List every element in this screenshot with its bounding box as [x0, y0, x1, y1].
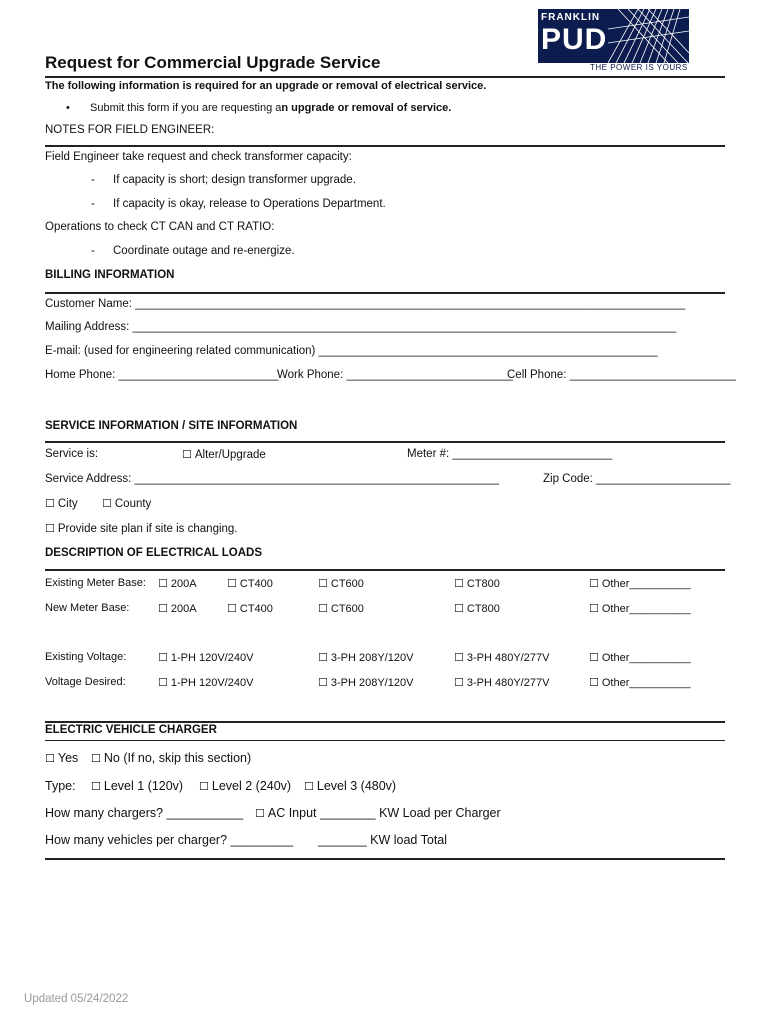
logo-pud-text: PUD	[541, 23, 608, 56]
option-label: 3-PH 480Y/277V	[466, 677, 550, 689]
checkbox[interactable]: ☐	[158, 676, 168, 689]
checkbox[interactable]: ☐	[454, 602, 464, 615]
checkbox[interactable]: ☐	[45, 752, 55, 765]
county-checkbox[interactable]: ☐	[102, 497, 112, 510]
option-label: CT400	[239, 603, 273, 615]
site-plan-checkbox[interactable]: ☐	[45, 522, 55, 535]
existing-voltage-label: Existing Voltage:	[45, 651, 127, 663]
kw-load-total-field[interactable]: _______ KW load Total	[318, 833, 448, 847]
site-plan-label: Provide site plan if site is changing.	[57, 523, 238, 535]
service-is-label: Service is:	[45, 448, 99, 460]
checkbox[interactable]: ☐	[318, 651, 328, 664]
meter-number-field[interactable]: Meter #: _________________________	[407, 448, 613, 460]
ev-level3-option[interactable]	[304, 779, 396, 793]
option-label: Other__________	[601, 578, 691, 590]
option-label: Other__________	[601, 603, 691, 615]
ev-top-divider	[45, 721, 725, 723]
new-ct800-option[interactable]	[454, 602, 500, 615]
intro-bullet: •	[66, 102, 70, 114]
checkbox[interactable]: ☐	[227, 577, 237, 590]
ev-yes-option[interactable]	[45, 751, 78, 765]
option-label: No (If no, skip this section)	[103, 751, 252, 765]
existing-meter-base-label: Existing Meter Base:	[45, 577, 146, 589]
notes-item-2: If capacity is okay, release to Operations Department.	[113, 198, 386, 210]
option-label: 1-PH 120V/240V	[170, 677, 254, 689]
home-phone-field[interactable]: Home Phone: _________________________	[45, 369, 279, 381]
checkbox[interactable]: ☐	[304, 780, 314, 793]
desired-voltage-other-option[interactable]	[589, 676, 691, 689]
option-label: Level 2 (240v)	[211, 779, 292, 793]
loads-divider	[45, 569, 725, 571]
alter-upgrade-option[interactable]	[182, 448, 266, 461]
work-phone-field[interactable]: Work Phone: __________________________	[277, 369, 513, 381]
checkbox[interactable]: ☐	[91, 752, 101, 765]
checkbox[interactable]: ☐	[454, 577, 464, 590]
vehicles-per-charger-field[interactable]: How many vehicles per charger? _________	[45, 833, 294, 847]
service-heading: SERVICE INFORMATION / SITE INFORMATION	[45, 420, 298, 432]
option-label: 3-PH 208Y/120V	[330, 677, 414, 689]
bullet-text-normal: Submit this form if you are requesting a	[90, 102, 282, 114]
option-label: Other__________	[601, 677, 691, 689]
new-ct400-option[interactable]	[227, 602, 273, 615]
checkbox[interactable]: ☐	[318, 676, 328, 689]
county-label: County	[114, 498, 152, 510]
service-address-field[interactable]: Service Address: _________________________________________________________	[45, 473, 500, 485]
notes-field-engineer: Field Engineer take request and check transformer capacity:	[45, 151, 352, 163]
checkbox[interactable]: ☐	[158, 602, 168, 615]
city-checkbox[interactable]: ☐	[45, 497, 55, 510]
billing-heading: BILLING INFORMATION	[45, 269, 175, 281]
existing-1ph-option[interactable]	[158, 651, 253, 664]
option-label: CT800	[466, 603, 500, 615]
checkbox[interactable]: ☐	[589, 577, 599, 590]
checkbox[interactable]: ☐	[199, 780, 209, 793]
existing-voltage-other-option[interactable]	[589, 651, 691, 664]
option-label: Yes	[57, 751, 79, 765]
cell-phone-field[interactable]: Cell Phone: __________________________	[507, 369, 736, 381]
new-200a-option[interactable]	[158, 602, 197, 615]
checkbox[interactable]: ☐	[318, 602, 328, 615]
page-title: Request for Commercial Upgrade Service	[45, 53, 381, 72]
notes-divider	[45, 145, 725, 147]
updated-date: Updated 05/24/2022	[24, 993, 129, 1005]
checkbox[interactable]: ☐	[158, 577, 168, 590]
notes-operations: Operations to check CT CAN and CT RATIO:	[45, 221, 275, 233]
option-label: CT400	[239, 578, 273, 590]
checkbox[interactable]: ☐	[91, 780, 101, 793]
site-plan-option[interactable]	[45, 522, 238, 535]
existing-ct800-option[interactable]	[454, 577, 500, 590]
ac-input-label: AC Input ________ KW Load per Charger	[267, 806, 501, 820]
checkbox[interactable]: ☐	[318, 577, 328, 590]
ev-bottom-divider	[45, 858, 725, 860]
existing-other-option[interactable]	[589, 577, 691, 590]
intro-bullet-text	[90, 102, 451, 114]
new-ct600-option[interactable]	[318, 602, 364, 615]
option-label: 3-PH 480Y/277V	[466, 652, 550, 664]
email-field[interactable]: E-mail: (used for engineering related communication) _____________________________________________________	[45, 345, 658, 357]
existing-ct600-option[interactable]	[318, 577, 364, 590]
checkbox[interactable]: ☐	[158, 651, 168, 664]
intro-required-text: The following information is required for an upgrade or removal of electrical service.	[45, 80, 487, 92]
ev-type-label: Type:	[45, 779, 76, 793]
option-label: CT600	[330, 603, 364, 615]
ev-heading: ELECTRIC VEHICLE CHARGER	[45, 724, 217, 736]
desired-3ph208-option[interactable]	[318, 676, 413, 689]
checkbox[interactable]: ☐	[227, 602, 237, 615]
existing-ct400-option[interactable]	[227, 577, 273, 590]
checkbox[interactable]: ☐	[589, 602, 599, 615]
logo-tagline: THE POWER IS YOURS	[590, 63, 688, 72]
ac-input-field[interactable]	[255, 806, 501, 820]
existing-3ph208-option[interactable]	[318, 651, 413, 664]
how-many-chargers-field[interactable]: How many chargers? ___________	[45, 806, 244, 820]
franklin-pud-logo	[538, 9, 689, 71]
dash-2: -	[91, 198, 95, 210]
ev-level2-option[interactable]	[199, 779, 291, 793]
city-label: City	[57, 498, 78, 510]
title-divider	[45, 76, 725, 78]
checkbox[interactable]: ☐	[454, 676, 464, 689]
existing-200a-option[interactable]	[158, 577, 197, 590]
option-label: 200A	[170, 578, 197, 590]
new-meter-base-label: New Meter Base:	[45, 602, 130, 614]
checkbox[interactable]: ☐	[589, 651, 599, 664]
desired-3ph480-option[interactable]	[454, 676, 549, 689]
loads-heading: DESCRIPTION OF ELECTRICAL LOADS	[45, 547, 263, 559]
option-label: Level 1 (120v)	[103, 779, 184, 793]
option-label: 3-PH 208Y/120V	[330, 652, 414, 664]
notes-heading: NOTES FOR FIELD ENGINEER:	[45, 124, 215, 136]
power-lines-icon	[608, 9, 689, 63]
alter-upgrade-label: Alter/Upgrade	[194, 449, 266, 461]
service-divider	[45, 441, 725, 443]
desired-1ph-option[interactable]	[158, 676, 253, 689]
bullet-text-bold: n upgrade or removal of service.	[281, 102, 452, 114]
checkbox[interactable]: ☐	[454, 651, 464, 664]
option-label: 200A	[170, 603, 197, 615]
logo-franklin-text: FRANKLIN	[541, 12, 601, 23]
checkbox[interactable]: ☐	[255, 807, 265, 820]
option-label: CT600	[330, 578, 364, 590]
county-option[interactable]	[102, 497, 151, 510]
dash-3: -	[91, 245, 95, 257]
option-label: Level 3 (480v)	[316, 779, 397, 793]
voltage-desired-label: Voltage Desired:	[45, 676, 126, 688]
notes-item-3: Coordinate outage and re-energize.	[113, 245, 295, 257]
zip-code-field[interactable]: Zip Code: _____________________	[543, 473, 731, 485]
city-option[interactable]	[45, 497, 78, 510]
option-label: CT800	[466, 578, 500, 590]
existing-3ph480-option[interactable]	[454, 651, 549, 664]
ev-no-option[interactable]	[91, 751, 251, 765]
ev-divider	[45, 740, 725, 741]
option-label: 1-PH 120V/240V	[170, 652, 254, 664]
ev-level1-option[interactable]	[91, 779, 183, 793]
option-label: Other__________	[601, 652, 691, 664]
dash-1: -	[91, 174, 95, 186]
customer-name-field[interactable]: Customer Name: ______________________________________________________________________________________	[45, 298, 686, 310]
mailing-address-field[interactable]: Mailing Address: _____________________________________________________________________________________	[45, 321, 677, 333]
notes-item-1: If capacity is short; design transformer upgrade.	[113, 174, 356, 186]
billing-divider	[45, 292, 725, 294]
alter-upgrade-checkbox[interactable]: ☐	[182, 448, 192, 461]
new-other-option[interactable]	[589, 602, 691, 615]
checkbox[interactable]: ☐	[589, 676, 599, 689]
